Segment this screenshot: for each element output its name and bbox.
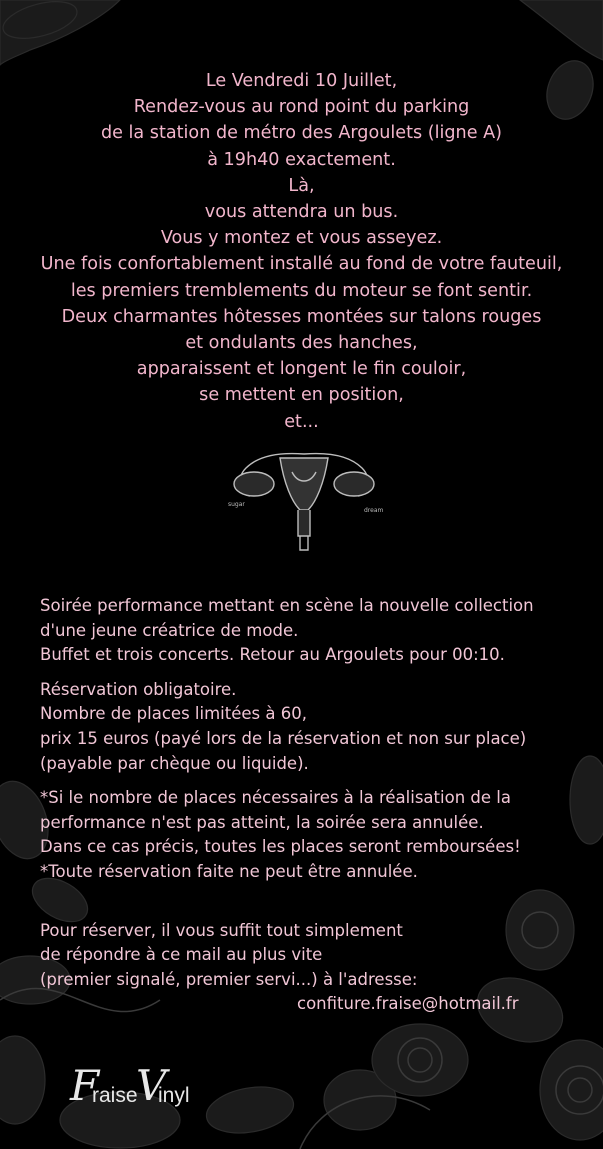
logo-word-raise: raise <box>92 1084 138 1107</box>
reservation-paragraph <box>40 678 600 776</box>
logo-letter-v: V <box>136 1061 167 1110</box>
intro-line: Une fois confortablement installé au fond de votre fauteuil, <box>40 254 563 275</box>
detail-line: Pour réserver, il vous suffit tout simplement <box>40 920 403 940</box>
detail-line: Dans ce cas précis, toutes les places seront remboursées! <box>40 837 521 857</box>
intro-line: et... <box>284 411 319 432</box>
uterus-illustration <box>218 444 390 556</box>
event-details <box>40 594 600 1017</box>
conditions-paragraph <box>40 786 600 884</box>
intro-line: apparaissent et longent le fin couloir, <box>136 359 467 380</box>
intro-line: les premiers tremblements du moteur se font sentir. <box>70 280 533 301</box>
detail-line: d'une jeune créatrice de mode. <box>40 620 299 640</box>
intro-line: se mettent en position, <box>199 385 404 406</box>
logo-letter-f: F <box>70 1061 100 1110</box>
illustration-label-right: dream <box>364 507 384 514</box>
contact-email[interactable]: confiture.fraise@hotmail.fr <box>297 994 519 1014</box>
illustration-label-left: sugar <box>228 501 245 508</box>
intro-line: de la station de métro des Argoulets (ligne A) <box>100 123 503 144</box>
detail-line: Buffet et trois concerts. Retour au Argoulets pour 00:10. <box>40 645 505 665</box>
logo-word-inyl: inyl <box>158 1084 190 1107</box>
detail-line: Nombre de places limitées à 60, <box>40 704 307 724</box>
detail-line: *Si le nombre de places nécessaires à la réalisation de la <box>40 788 511 808</box>
detail-line: prix 15 euros (payé lors de la réservation et non sur place) <box>40 728 527 748</box>
intro-line: Là, <box>288 175 315 196</box>
detail-line: Soirée performance mettant en scène la nouvelle collection <box>40 596 534 615</box>
intro-line: vous attendra un bus. <box>204 202 399 223</box>
intro-line: à 19h40 exactement. <box>207 149 396 170</box>
intro-line: Rendez-vous au rond point du parking <box>133 97 470 118</box>
intro-line: et ondulants des hanches, <box>185 333 418 354</box>
detail-line: (payable par chèque ou liquide). <box>40 753 309 773</box>
intro-line: Deux charmantes hôtesses montées sur talons rouges <box>61 306 542 327</box>
description-paragraph <box>40 594 600 668</box>
detail-line: de répondre à ce mail au plus vite <box>40 945 323 965</box>
detail-line: performance n'est pas atteint, la soirée sera annulée. <box>40 812 484 832</box>
intro-line: Vous y montez et vous asseyez. <box>160 228 443 249</box>
detail-line: *Toute réservation faite ne peut être annulée. <box>40 861 418 881</box>
fraisevinyl-logo <box>70 1061 210 1116</box>
intro-line: Le Vendredi 10 Juillet, <box>205 71 398 91</box>
intro-text <box>0 68 603 435</box>
detail-line: (premier signalé, premier servi...) à l'adresse: <box>40 969 418 989</box>
booking-paragraph <box>40 919 600 1017</box>
detail-line: Réservation obligatoire. <box>40 679 237 699</box>
